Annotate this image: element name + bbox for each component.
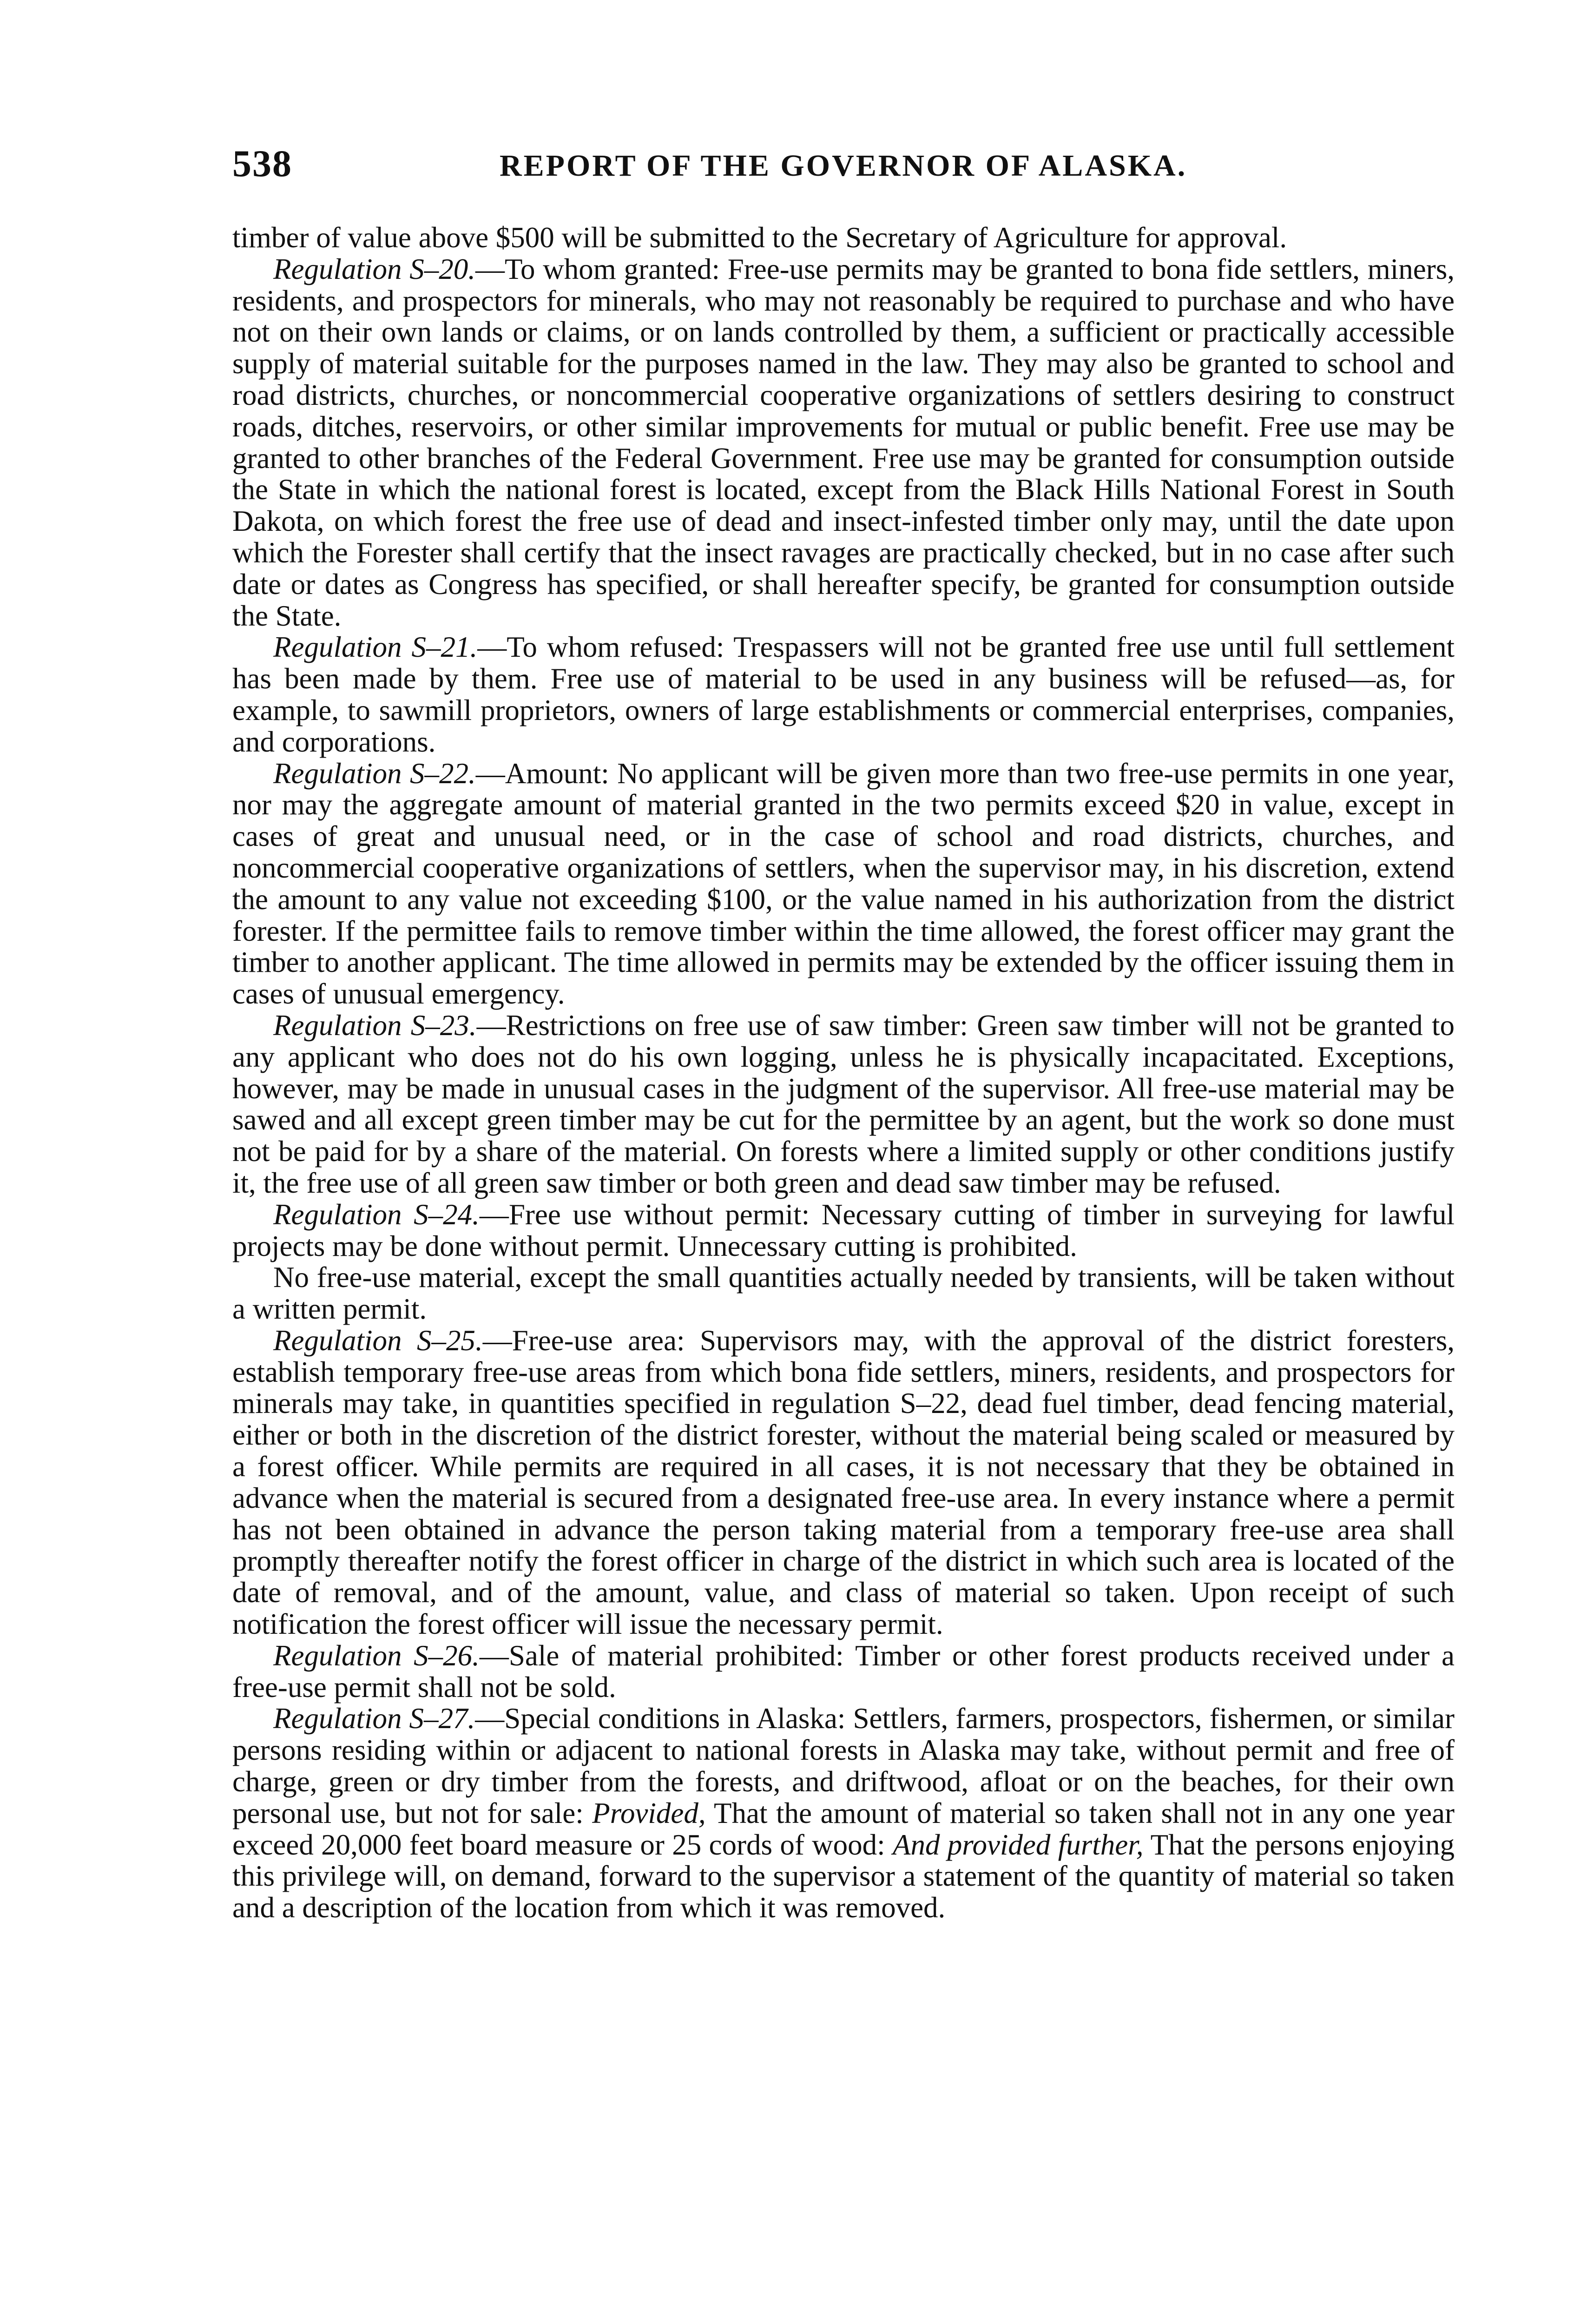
- regulation-text: —To whom refused: Trespassers will not be granted free use until full settlement has been made by them. Free use of material to be used in any business will be refused—as, for example, to sawmill proprietors, owners of large establishments or commercial enterprises, companies, and corporations.: [232, 631, 1455, 758]
- regulation-text: —Free use without permit: Necessary cutting of timber in surveying for lawful projects may be done without permit. Unnecessary cutting is prohibited.: [232, 1198, 1455, 1262]
- paragraph-free-use-note: [232, 1262, 1455, 1325]
- regulation-text: —Special conditions in Alaska: Settlers, farmers, prospectors, fishermen, or similar persons residing within or adjacent to national forests in Alaska may take, without permit and free of charge, green or dry timber from the forests, and driftwood, afloat or on the beaches, for their own personal use, but not for sale:: [232, 1702, 1455, 1829]
- regulation-s-25: [232, 1325, 1455, 1640]
- regulation-text: —Amount: No applicant will be given more than two free-use permits in one year, nor may the aggregate amount of material granted in the two permits exceed $20 in value, except in cases of great and unusual need, or in the case of school and road districts, churches, and noncommercial cooperative organizations of settlers, when the supervisor may, in his discretion, extend the amount to any value not exceeding $100, or the value named in his authorization from the district forester. If the permittee fails to remove timber within the time allowed, the forest officer may grant the timber to another applicant. The time allowed in permits may be extended by the officer issuing them in cases of unusual emergency.: [232, 757, 1455, 1010]
- regulation-title: Regulation S–21.: [273, 631, 478, 664]
- proviso-text: That the amount of material so taken shall not in any one year exceed 20,000 feet board measure or 25 cords of wood:: [232, 1796, 1455, 1861]
- running-head: REPORT OF THE GOVERNOR OF ALASKA.: [500, 149, 1187, 183]
- paragraph-text: timber of value above $500 will be submitted to the Secretary of Agriculture for approval.: [232, 221, 1287, 254]
- regulation-s-24: [232, 1199, 1455, 1262]
- regulation-s-21: [232, 632, 1455, 758]
- proviso-label: Provided,: [592, 1796, 706, 1829]
- paragraph-continuation: [232, 222, 1455, 254]
- regulation-title: Regulation S–24.: [273, 1198, 480, 1231]
- regulation-text: —Free-use area: Supervisors may, with the approval of the district foresters, establish temporary free-use areas from which bona fide settlers, miners, residents, and prospectors for minerals may take, in quantities specified in regulation S–22, dead fuel timber, dead fencing material, either or both in the discretion of the district forester, without the material being scaled or measured by a forest officer. While permits are required in all cases, it is not necessary that they be obtained in advance when the material is secured from a designated free-use area. In every instance where a permit has not been obtained in advance the person taking material from a temporary free-use area shall promptly thereafter notify the forest officer in charge of the district in which such area is located of the date of removal, and of the amount, value, and class of material so taken. Upon receipt of such notification the forest officer will issue the necessary permit.: [232, 1324, 1455, 1641]
- proviso-further-text: That the persons enjoying this privilege will, on demand, forward to the supervisor a statement of the quantity of material so taken and a description of the location from which it was removed.: [232, 1828, 1455, 1924]
- regulation-text: —Sale of material prohibited: Timber or other forest products received under a free-use permit shall not be sold.: [232, 1639, 1455, 1703]
- regulation-s-22: [232, 758, 1455, 1010]
- regulation-title: Regulation S–27.: [273, 1702, 475, 1735]
- regulation-text: —Restrictions on free use of saw timber: Green saw timber will not be granted to any applicant who does not do his own logging, unless he is physically incapacitated. Exceptions, however, may be made in unusual cases in the judgment of the supervisor. All free-use material may be sawed and all except green timber may be cut for the permittee by an agent, but the work so done must not be paid for by a share of the material. On forests where a limited supply or other conditions justify it, the free use of all green saw timber or both green and dead saw timber may be refused.: [232, 1009, 1455, 1199]
- page-header: [232, 142, 1455, 193]
- regulation-title: Regulation S–22.: [273, 757, 476, 790]
- regulation-s-20: [232, 254, 1455, 632]
- regulation-s-27: [232, 1703, 1455, 1924]
- regulation-text: —To whom granted: Free-use permits may be granted to bona fide settlers, miners, residents, and prospectors for minerals, who may not reasonably be required to purchase and who have not on their own lands or claims, or on lands controlled by them, a sufficient or practically accessible supply of material suitable for the purposes named in the law. They may also be granted to school and road districts, churches, or noncommercial cooperative organizations of settlers desiring to construct roads, ditches, reservoirs, or other similar improvements for mutual or public benefit. Free use may be granted to other branches of the Federal Government. Free use may be granted for consumption outside the State in which the national forest is located, except from the Black Hills National Forest in South Dakota, on which forest the free use of dead and insect-infested timber only may, until the date upon which the Forester shall certify that the insect ravages are practically checked, but in no case after such date or dates as Congress has specified, or shall hereafter specify, be granted for consumption outside the State.: [232, 252, 1455, 632]
- regulation-title: Regulation S–23.: [273, 1009, 477, 1042]
- regulation-title: Regulation S–26.: [273, 1639, 480, 1672]
- page-number: 538: [232, 142, 292, 185]
- regulation-s-26: [232, 1640, 1455, 1703]
- regulation-title: Regulation S–20.: [273, 252, 475, 285]
- document-body: [232, 222, 1455, 1924]
- regulation-s-23: [232, 1010, 1455, 1199]
- regulation-title: Regulation S–25.: [273, 1324, 483, 1357]
- paragraph-text: No free-use material, except the small quantities actually needed by transients, will be taken without a written permit.: [232, 1261, 1455, 1326]
- proviso-further-label: And provided further,: [892, 1828, 1144, 1861]
